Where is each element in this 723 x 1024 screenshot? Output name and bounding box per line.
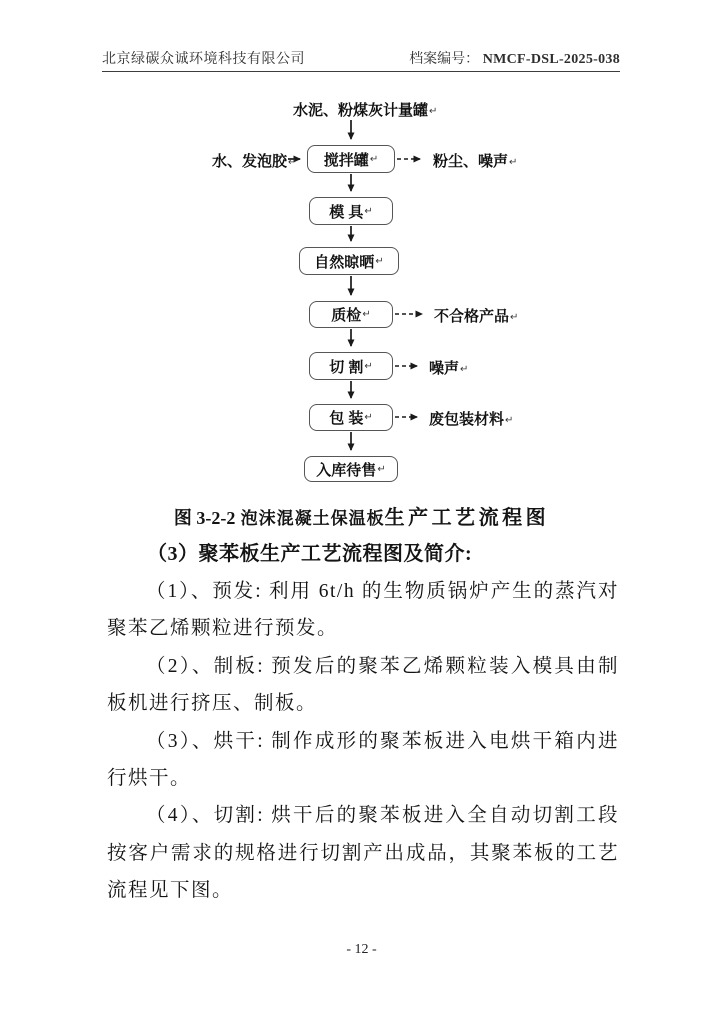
figure-caption (0, 501, 723, 530)
return-mark-icon: ↵ (288, 157, 297, 168)
flowchart-input-label (212, 150, 296, 171)
flowchart-emission-waste-packaging (429, 408, 513, 429)
page-number: - 12 - (346, 942, 377, 957)
archive-label: 档案编号： (409, 52, 480, 67)
box-label: 自然晾晒 (314, 253, 375, 271)
flowchart-box-mold (309, 197, 393, 225)
return-mark-icon: ↵ (364, 412, 373, 423)
flowchart-box-natural-drying (299, 247, 399, 275)
flowchart-box-mixing-tank (307, 145, 395, 173)
emission-label: 粉尘、噪声 (433, 153, 509, 170)
return-mark-icon: ↵ (510, 312, 519, 323)
company-name: 北京绿碳众诚环境科技有限公司 (102, 52, 305, 67)
box-label: 入库待售 (316, 461, 377, 479)
flowchart-emission-rejects (434, 305, 518, 326)
flowchart-top-label (293, 99, 437, 120)
paragraph-board-making: （2）、制板: 预发后的聚苯乙烯颗粒装入模具由制板机进行挤压、制板。 (107, 655, 619, 715)
figure-title-large: 生产工艺流程图 (384, 507, 550, 529)
figure-number: 图 3-2-2 (173, 508, 236, 528)
input-label-text: 水、发泡胶 (212, 153, 288, 170)
box-label: 质检 (331, 307, 362, 324)
return-mark-icon: ↵ (505, 415, 514, 426)
emission-label: 噪声 (429, 360, 460, 377)
figure-title-small: 泡沫混凝土保温板 (235, 509, 385, 528)
flowchart-box-cutting (309, 352, 393, 380)
box-label: 搅拌罐 (323, 151, 369, 169)
flowchart-emission-noise (429, 357, 468, 378)
flowchart-box-quality-check (309, 301, 393, 328)
return-mark-icon: ↵ (362, 309, 371, 320)
return-mark-icon: ↵ (364, 205, 373, 217)
emission-label: 不合格产品 (434, 308, 510, 325)
return-mark-icon: ↵ (377, 463, 386, 475)
return-mark-icon: ↵ (369, 153, 379, 165)
body-text (107, 536, 619, 910)
paragraph-prefoaming: （1）、预发: 利用 6t/h 的生物质锅炉产生的蒸汽对聚苯乙烯颗粒进行预发。 (107, 581, 619, 640)
return-mark-icon: ↵ (509, 157, 518, 168)
paragraph-cutting: （4）、切割: 烘干后的聚苯板进入全自动切割工段按客户需求的规格进行切割产出成品，其聚苯板的工艺流程见下图。 (107, 805, 619, 902)
emission-label: 废包装材料 (429, 411, 505, 428)
box-label: 包 装 (329, 410, 364, 427)
flowchart-box-packaging (309, 404, 393, 431)
box-label: 模 具 (329, 203, 364, 221)
flowchart-box-storage (304, 456, 398, 482)
return-mark-icon: ↵ (460, 364, 469, 375)
box-label: 切 割 (329, 358, 364, 376)
section-heading: （3）聚苯板生产工艺流程图及简介: (147, 543, 473, 565)
top-label-text: 水泥、粉煤灰计量罐 (293, 102, 429, 119)
return-mark-icon: ↵ (364, 360, 373, 372)
return-mark-icon: ↵ (375, 255, 384, 267)
flowchart-emission-dust-noise (433, 150, 517, 171)
paragraph-drying: （3）、烘干: 制作成形的聚苯板进入电烘干箱内进行烘干。 (107, 730, 619, 790)
archive-value: NMCF-DSL-2025-038 (482, 52, 620, 67)
return-mark-icon: ↵ (429, 106, 438, 117)
